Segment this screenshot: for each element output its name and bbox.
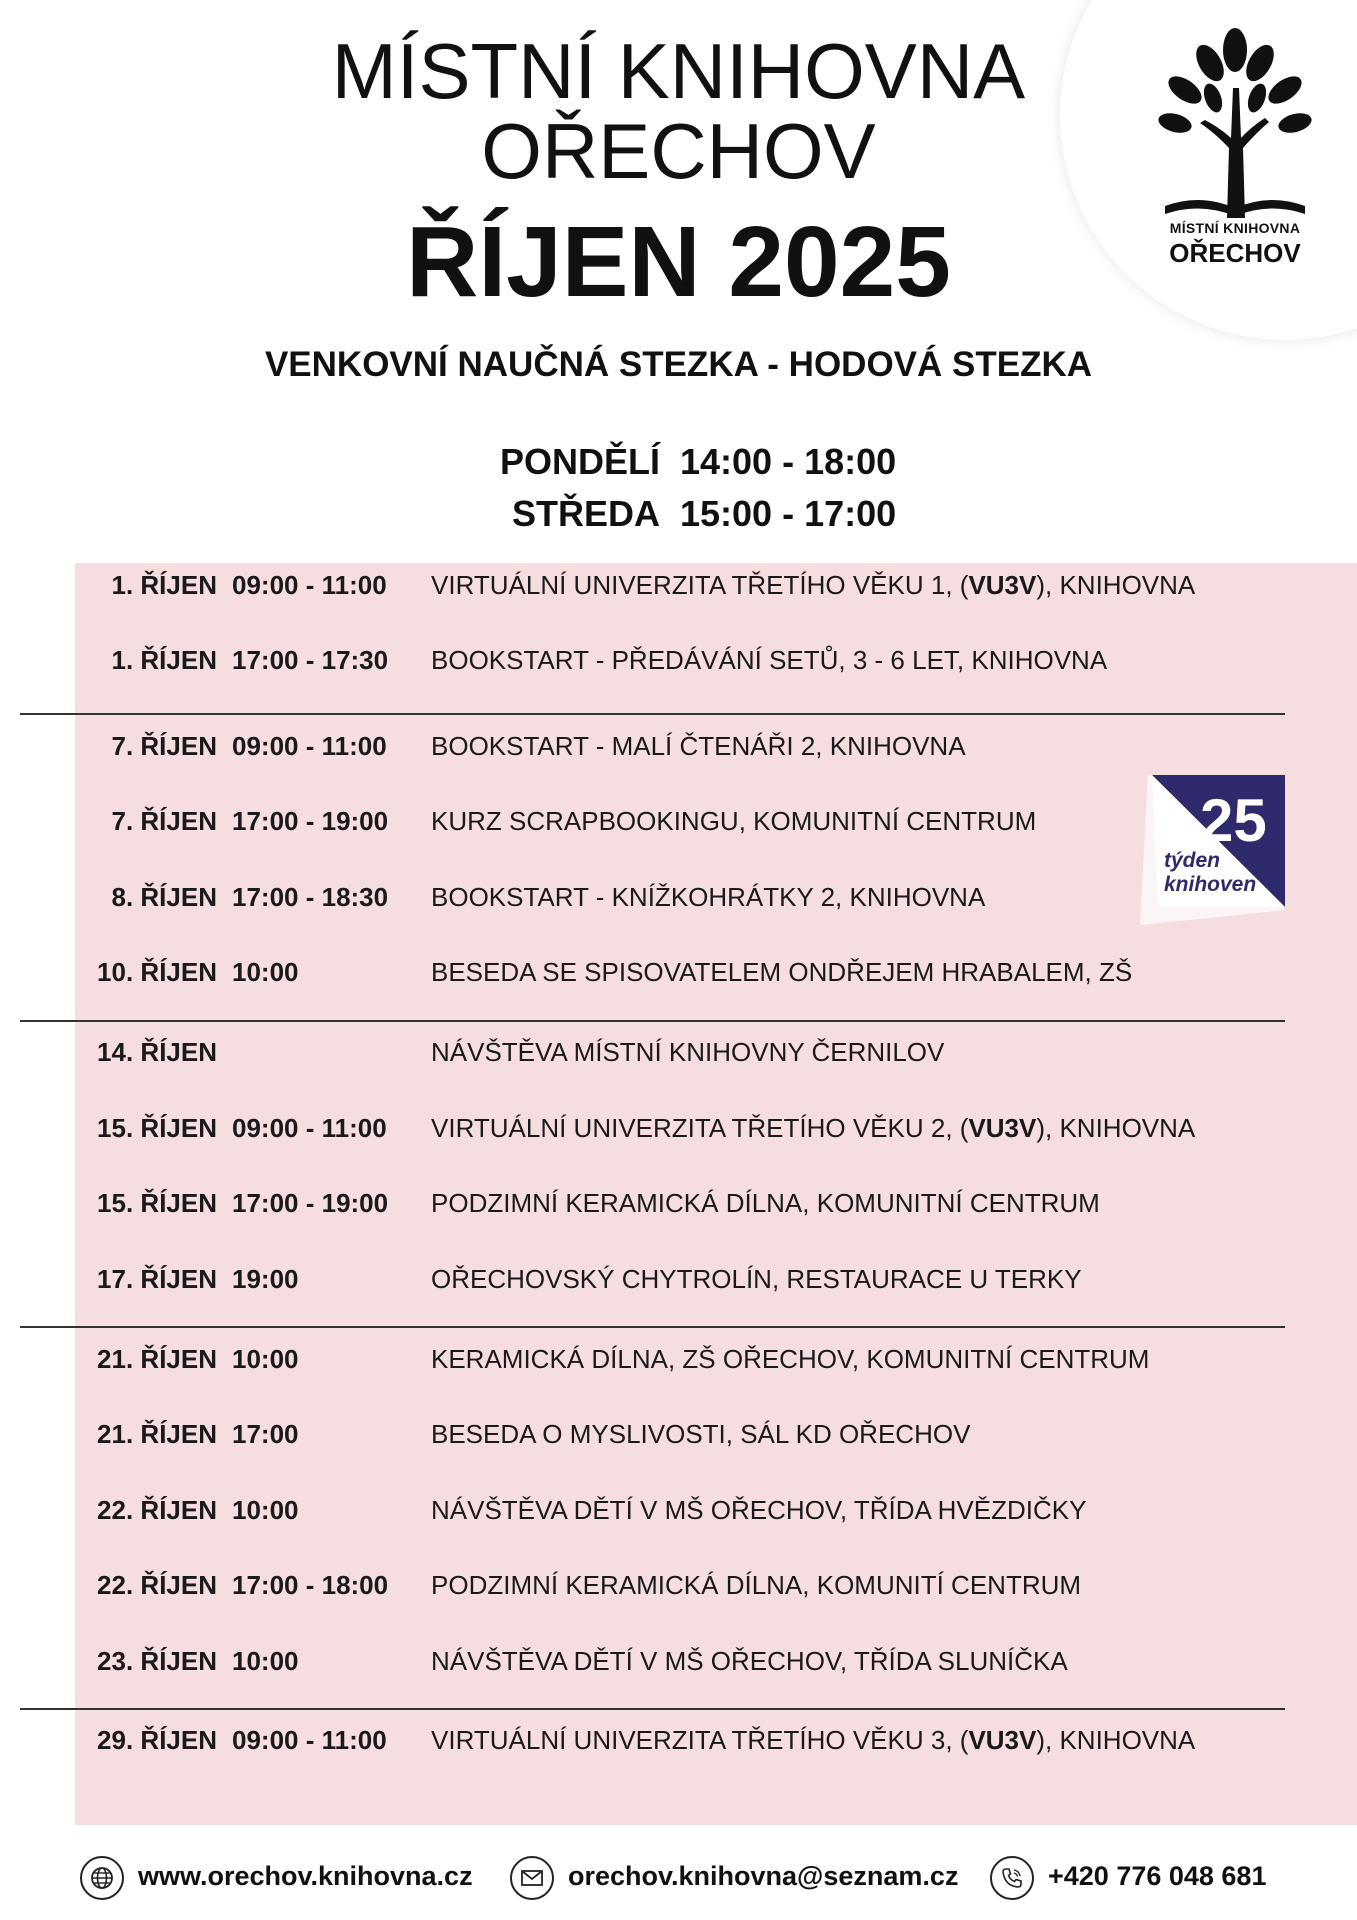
event-description: VIRTUÁLNÍ UNIVERZITA TŘETÍHO VĚKU 1, (VU3V), KNIHOVNA [431,570,1196,600]
tyden-knihoven-badge [1130,775,1285,925]
event-date: 7. ŘÍJEN [111,731,217,761]
event-date: 14. ŘÍJEN [97,1037,217,1067]
event-date: 15. ŘÍJEN [97,1113,217,1143]
opening-hours-row [470,493,896,535]
event-description: PODZIMNÍ KERAMICKÁ DÍLNA, KOMUNITÍ CENTRUM [431,1570,1082,1600]
event-date: 22. ŘÍJEN [97,1570,217,1600]
event-description: BOOKSTART - PŘEDÁVÁNÍ SETŮ, 3 - 6 LET, KNIHOVNA [431,645,1108,675]
opening-hours-row [470,441,896,483]
badge-line1: týden [1164,849,1221,872]
event-row [0,1259,1357,1299]
event-date: 1. ŘÍJEN [111,570,217,600]
event-time: 10:00 [232,1344,299,1374]
event-description: NÁVŠTĚVA MÍSTNÍ KNIHOVNY ČERNILOV [431,1037,945,1067]
event-time: 17:00 - 19:00 [232,806,389,836]
event-description: OŘECHOVSKÝ CHYTROLÍN, RESTAURACE U TERKY [431,1264,1082,1294]
event-time: 19:00 [232,1264,299,1294]
footer-email[interactable] [510,1853,958,1899]
badge-line2: knihoven [1164,873,1257,896]
event-date: 23. ŘÍJEN [97,1646,217,1676]
phone-icon [990,1856,1034,1900]
opening-day: PONDĚLÍ [499,441,660,482]
globe-icon [80,1856,124,1900]
event-date: 22. ŘÍJEN [97,1495,217,1525]
event-description: BOOKSTART - MALÍ ČTENÁŘI 2, KNIHOVNA [431,731,966,761]
week-separator [20,713,1285,715]
opening-time: 14:00 - 18:00 [680,441,897,482]
website-text[interactable]: www.orechov.knihovna.cz [138,1861,473,1891]
month-heading: ŘÍJEN 2025 [406,206,951,318]
event-description: VIRTUÁLNÍ UNIVERZITA TŘETÍHO VĚKU 2, (VU3V), KNIHOVNA [431,1113,1196,1143]
week-separator [20,1708,1285,1710]
event-time: 17:00 - 18:30 [232,882,389,912]
event-row [0,1108,1357,1148]
event-row [0,1339,1357,1379]
event-row [0,726,1357,766]
event-time: 17:00 - 17:30 [232,645,389,675]
event-description: NÁVŠTĚVA DĚTÍ V MŠ OŘECHOV, TŘÍDA SLUNÍČKA [431,1646,1068,1676]
event-row [0,1565,1357,1605]
event-row [0,952,1357,992]
week-separator [20,1326,1285,1328]
event-time: 10:00 [232,1646,299,1676]
event-date: 21. ŘÍJEN [97,1344,217,1374]
event-time: 09:00 - 11:00 [232,1113,387,1143]
event-description: BESEDA O MYSLIVOSTI, SÁL KD OŘECHOV [431,1419,971,1449]
event-time: 17:00 [232,1419,299,1449]
event-date: 8. ŘÍJEN [111,882,217,912]
event-description: VIRTUÁLNÍ UNIVERZITA TŘETÍHO VĚKU 3, (VU3V), KNIHOVNA [431,1725,1196,1755]
logo-small-text: MÍSTNÍ KNIHOVNA [1169,220,1301,236]
event-description: BESEDA SE SPISOVATELEM ONDŘEJEM HRABALEM, ZŠ [431,957,1133,987]
badge-number: 25 [1200,787,1267,854]
event-time: 09:00 - 11:00 [232,1725,387,1755]
logo-big-text: OŘECHOV [1169,238,1301,268]
event-time: 10:00 [232,957,299,987]
event-date: 1. ŘÍJEN [111,645,217,675]
email-text[interactable]: orechov.knihovna@seznam.cz [568,1861,959,1891]
event-row [0,1641,1357,1681]
event-row [0,1032,1357,1072]
event-date: 15. ŘÍJEN [97,1188,217,1218]
event-row [0,1720,1357,1760]
event-row [0,565,1357,605]
event-date: 21. ŘÍJEN [97,1419,217,1449]
week-separator [20,1020,1285,1022]
footer-website[interactable] [80,1853,473,1899]
event-date: 17. ŘÍJEN [97,1264,217,1294]
page-title-line1: MÍSTNÍ KNIHOVNA [331,27,1026,115]
event-time: 17:00 - 18:00 [232,1570,389,1600]
event-time: 17:00 - 19:00 [232,1188,389,1218]
opening-time: 15:00 - 17:00 [680,493,897,534]
envelope-icon [510,1856,554,1900]
phone-text[interactable]: +420 776 048 681 [1048,1861,1267,1891]
event-description: BOOKSTART - KNÍŽKOHRÁTKY 2, KNIHOVNA [431,882,986,912]
event-row [0,1490,1357,1530]
event-description: KURZ SCRAPBOOKINGU, KOMUNITNÍ CENTRUM [431,806,1037,836]
event-description: NÁVŠTĚVA DĚTÍ V MŠ OŘECHOV, TŘÍDA HVĚZDIČKY [431,1495,1087,1525]
event-row [0,640,1357,680]
event-row [0,1183,1357,1223]
opening-day: STŘEDA [511,493,660,534]
event-date: 7. ŘÍJEN [111,806,217,836]
event-time: 09:00 - 11:00 [232,731,387,761]
footer-phone[interactable] [990,1853,1266,1899]
event-time: 10:00 [232,1495,299,1525]
subtitle: VENKOVNÍ NAUČNÁ STEZKA - HODOVÁ STEZKA [264,345,1093,384]
event-description: PODZIMNÍ KERAMICKÁ DÍLNA, KOMUNITNÍ CENTRUM [431,1188,1100,1218]
event-description: KERAMICKÁ DÍLNA, ZŠ OŘECHOV, KOMUNITNÍ CENTRUM [431,1344,1150,1374]
event-date: 29. ŘÍJEN [97,1725,217,1755]
event-row [0,1414,1357,1454]
event-time: 09:00 - 11:00 [232,570,387,600]
page-title-line2: OŘECHOV [481,107,876,195]
event-date: 10. ŘÍJEN [97,957,217,987]
